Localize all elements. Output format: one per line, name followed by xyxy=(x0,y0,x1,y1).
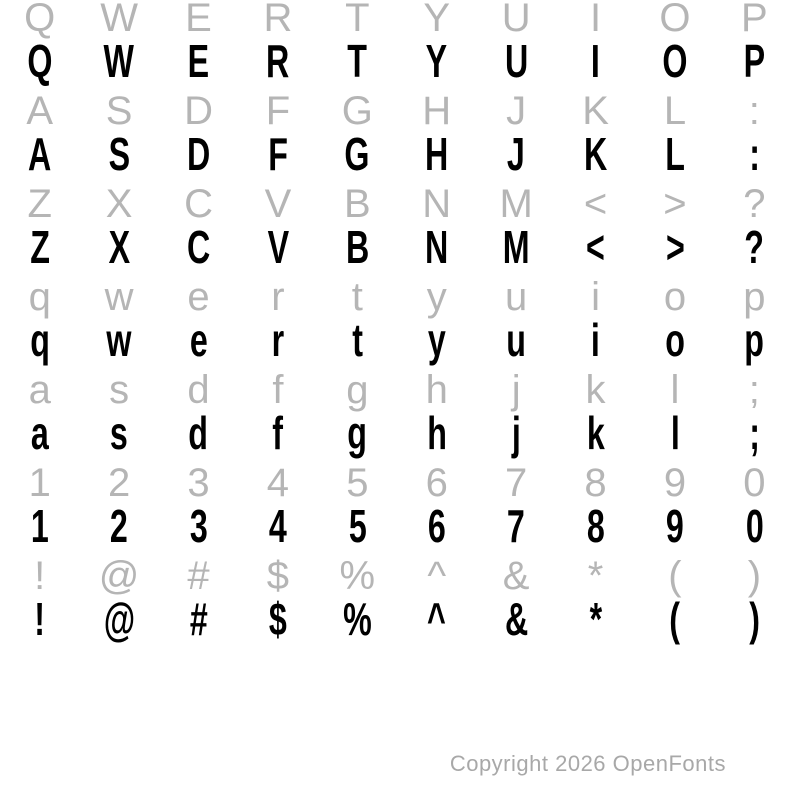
glyph-char: N xyxy=(425,221,449,273)
glyph-cell xyxy=(238,501,317,551)
glyph-char: V xyxy=(267,221,289,273)
glyph-cell xyxy=(318,315,397,365)
glyph-char: o xyxy=(665,314,685,366)
glyph-char: d xyxy=(187,368,210,412)
glyph-cell xyxy=(556,222,635,272)
glyph-char: S xyxy=(105,89,133,133)
glyph-char: $ xyxy=(266,554,290,598)
glyph-char: B xyxy=(343,182,371,226)
glyph-cell xyxy=(715,594,794,644)
glyph-char: P xyxy=(743,35,766,87)
glyph-cell xyxy=(318,594,397,644)
glyph-cell xyxy=(238,222,317,272)
glyph-cell xyxy=(159,222,238,272)
glyph-char: 3 xyxy=(189,500,208,552)
glyph-char: 5 xyxy=(348,500,367,552)
glyph-cell xyxy=(159,315,238,365)
glyph-char: i xyxy=(591,314,601,366)
glyph-char: ) xyxy=(747,554,762,598)
glyph-char: u xyxy=(505,275,528,319)
glyph-cell xyxy=(318,129,397,179)
glyph-cell xyxy=(318,408,397,458)
glyph-char: ! xyxy=(34,554,46,598)
glyph-char: 4 xyxy=(268,500,287,552)
glyph-cell xyxy=(238,408,317,458)
glyph-char: @ xyxy=(98,554,140,598)
glyph-cell xyxy=(0,222,79,272)
glyph-cell xyxy=(238,36,317,86)
glyph-cell xyxy=(79,36,158,86)
glyph-char: u xyxy=(506,314,526,366)
glyph-cell xyxy=(715,315,794,365)
glyph-cell xyxy=(635,594,714,644)
glyph-char: < xyxy=(586,221,605,273)
glyph-cell xyxy=(476,408,555,458)
glyph-char: B xyxy=(345,221,369,273)
glyph-cell xyxy=(238,594,317,644)
glyph-char: a xyxy=(30,407,49,459)
glyph-char: g xyxy=(346,368,369,412)
glyph-cell xyxy=(159,501,238,551)
glyph-char: l xyxy=(670,407,680,459)
glyph-char: M xyxy=(502,221,530,273)
glyph-char: L xyxy=(665,128,685,180)
glyph-cell xyxy=(159,408,238,458)
glyph-cell xyxy=(79,594,158,644)
glyph-cell xyxy=(476,501,555,551)
glyph-char: i xyxy=(591,275,600,319)
glyph-cell xyxy=(159,36,238,86)
glyph-char: 9 xyxy=(663,461,687,505)
glyph-char: q xyxy=(28,275,51,319)
glyph-char: y xyxy=(426,275,447,319)
glyph-char: t xyxy=(351,314,363,366)
glyph-cell xyxy=(238,315,317,365)
glyph-cell xyxy=(635,36,714,86)
glyph-char: 9 xyxy=(665,500,684,552)
glyph-cell xyxy=(0,594,79,644)
glyph-char: # xyxy=(187,554,210,598)
glyph-char: G xyxy=(341,89,373,133)
glyph-char: W xyxy=(103,35,135,87)
glyph-char: % xyxy=(339,554,376,598)
glyph-char: f xyxy=(272,407,284,459)
glyph-row-specimen-uppercase-bottom-row xyxy=(0,222,794,272)
glyph-cell xyxy=(0,129,79,179)
glyph-char: E xyxy=(187,35,210,87)
glyph-cell xyxy=(556,501,635,551)
glyph-char: % xyxy=(343,593,372,645)
glyph-char: U xyxy=(501,0,531,40)
glyph-char: ^ xyxy=(427,593,447,645)
glyph-char: I xyxy=(589,0,602,40)
glyph-char: * xyxy=(589,593,602,645)
glyph-char: O xyxy=(662,35,688,87)
glyph-char: ) xyxy=(748,593,760,645)
glyph-char: > xyxy=(663,182,687,226)
glyph-char: X xyxy=(108,221,130,273)
glyph-char: h xyxy=(425,368,448,412)
glyph-char: $ xyxy=(268,593,287,645)
glyph-cell xyxy=(715,129,794,179)
glyph-char: 8 xyxy=(584,461,607,505)
glyph-char: o xyxy=(663,275,687,319)
glyph-cell xyxy=(556,594,635,644)
glyph-cell xyxy=(715,501,794,551)
glyph-char: h xyxy=(426,407,447,459)
glyph-char: T xyxy=(347,35,368,87)
glyph-char: @ xyxy=(103,593,135,645)
glyph-cell xyxy=(0,36,79,86)
glyph-cell xyxy=(79,501,158,551)
glyph-char: ; xyxy=(748,407,760,459)
glyph-char: p xyxy=(744,314,765,366)
glyph-cell xyxy=(476,315,555,365)
glyph-cell xyxy=(159,594,238,644)
glyph-cell xyxy=(397,315,476,365)
glyph-char: K xyxy=(582,89,609,133)
glyph-char: a xyxy=(28,368,51,412)
glyph-char: y xyxy=(427,314,446,366)
glyph-char: 3 xyxy=(187,461,210,505)
glyph-char: 6 xyxy=(425,461,448,505)
glyph-char: J xyxy=(507,128,526,180)
glyph-char: I xyxy=(591,35,601,87)
glyph-char: w xyxy=(104,275,134,319)
glyph-char: 8 xyxy=(586,500,605,552)
glyph-char: A xyxy=(26,89,54,133)
glyph-char: > xyxy=(665,221,685,273)
glyph-row-specimen-uppercase-top-row xyxy=(0,36,794,86)
glyph-cell xyxy=(238,129,317,179)
glyph-char: k xyxy=(585,368,606,412)
glyph-char: 7 xyxy=(507,500,526,552)
glyph-cell xyxy=(635,408,714,458)
glyph-char: 2 xyxy=(110,500,129,552)
glyph-char: s xyxy=(110,407,129,459)
glyph-char: * xyxy=(587,554,604,598)
glyph-char: H xyxy=(422,89,452,133)
glyph-cell xyxy=(476,36,555,86)
glyph-cell xyxy=(476,594,555,644)
glyph-char: T xyxy=(345,0,370,40)
glyph-char: ! xyxy=(34,593,46,645)
glyph-cell xyxy=(79,222,158,272)
glyph-char: F xyxy=(268,128,288,180)
glyph-cell xyxy=(318,222,397,272)
glyph-char: R xyxy=(266,35,290,87)
glyph-char: C xyxy=(186,221,211,273)
glyph-char: < xyxy=(583,182,608,226)
glyph-char: R xyxy=(263,0,293,40)
glyph-char: s xyxy=(109,368,130,412)
glyph-cell xyxy=(476,129,555,179)
glyph-char: ( xyxy=(668,554,682,598)
glyph-cell xyxy=(397,222,476,272)
glyph-char: 0 xyxy=(743,461,766,505)
glyph-row-specimen-symbols-row xyxy=(0,594,794,644)
glyph-char: E xyxy=(185,0,212,40)
glyph-char: C xyxy=(184,182,213,226)
glyph-char: w xyxy=(106,314,132,366)
glyph-char: f xyxy=(272,368,284,412)
glyph-char: U xyxy=(504,35,528,87)
glyph-cell xyxy=(79,315,158,365)
glyph-char: W xyxy=(100,0,138,40)
glyph-cell xyxy=(715,36,794,86)
glyph-cell xyxy=(79,408,158,458)
glyph-cell xyxy=(715,222,794,272)
glyph-char: l xyxy=(670,368,680,412)
glyph-cell xyxy=(397,594,476,644)
glyph-cell xyxy=(397,501,476,551)
glyph-char: # xyxy=(189,593,208,645)
glyph-cell xyxy=(397,129,476,179)
glyph-cell xyxy=(635,315,714,365)
glyph-cell xyxy=(318,36,397,86)
glyph-char: Y xyxy=(425,35,448,87)
glyph-char: Y xyxy=(423,0,451,40)
glyph-char: & xyxy=(502,554,530,598)
glyph-char: J xyxy=(506,89,527,133)
glyph-char: D xyxy=(184,89,213,133)
glyph-char: j xyxy=(511,407,521,459)
glyph-char: g xyxy=(347,407,368,459)
glyph-char: S xyxy=(108,128,130,180)
glyph-char: 2 xyxy=(107,461,131,505)
glyph-char: 4 xyxy=(266,461,290,505)
copyright-text: Copyright 2026 OpenFonts xyxy=(449,751,726,776)
glyph-cell xyxy=(397,36,476,86)
glyph-char: 6 xyxy=(427,500,446,552)
glyph-char: r xyxy=(271,314,285,366)
glyph-char: 7 xyxy=(505,461,528,505)
glyph-char: O xyxy=(659,0,691,40)
glyph-row-specimen-uppercase-home-row xyxy=(0,129,794,179)
glyph-char: 0 xyxy=(745,500,764,552)
glyph-char: : xyxy=(748,89,760,133)
glyph-char: A xyxy=(28,128,52,180)
glyph-cell xyxy=(0,408,79,458)
glyph-cell xyxy=(635,501,714,551)
glyph-char: D xyxy=(186,128,211,180)
glyph-char: Q xyxy=(24,0,56,40)
glyph-char: G xyxy=(344,128,370,180)
glyph-cell xyxy=(79,129,158,179)
glyph-char: p xyxy=(743,275,766,319)
glyph-char: 1 xyxy=(30,500,49,552)
glyph-char: ( xyxy=(669,593,681,645)
glyph-char: e xyxy=(187,275,210,319)
glyph-cell xyxy=(556,36,635,86)
glyph-char: P xyxy=(741,0,768,40)
glyph-cell xyxy=(318,501,397,551)
glyph-cell xyxy=(715,408,794,458)
glyph-cell xyxy=(556,408,635,458)
glyph-cell xyxy=(556,315,635,365)
glyph-cell xyxy=(635,129,714,179)
glyph-char: ? xyxy=(743,182,766,226)
glyph-row-specimen-lowercase-home-row xyxy=(0,408,794,458)
glyph-char: 5 xyxy=(346,461,369,505)
glyph-char: & xyxy=(504,593,528,645)
glyph-char: F xyxy=(265,89,291,133)
glyph-char: t xyxy=(351,275,363,319)
glyph-char: X xyxy=(105,182,133,226)
glyph-char: j xyxy=(511,368,521,412)
glyph-char: M xyxy=(499,182,533,226)
glyph-cell xyxy=(397,408,476,458)
glyph-cell xyxy=(476,222,555,272)
glyph-row-specimen-digits-row xyxy=(0,501,794,551)
glyph-char: Z xyxy=(29,221,50,273)
glyph-cell xyxy=(556,129,635,179)
glyph-row-specimen-lowercase-top-row xyxy=(0,315,794,365)
glyph-char: 1 xyxy=(28,461,51,505)
glyph-char: d xyxy=(188,407,209,459)
glyph-cell xyxy=(0,501,79,551)
glyph-cell xyxy=(635,222,714,272)
glyph-char: k xyxy=(586,407,605,459)
glyph-char: : xyxy=(748,128,760,180)
glyph-char: V xyxy=(264,182,292,226)
glyph-cell xyxy=(0,315,79,365)
glyph-char: ? xyxy=(744,221,765,273)
glyph-char: e xyxy=(189,314,208,366)
glyph-char: ; xyxy=(748,368,760,412)
glyph-cell xyxy=(159,129,238,179)
glyph-char: Q xyxy=(27,35,53,87)
glyph-char: Z xyxy=(27,182,52,226)
glyph-char: N xyxy=(422,182,452,226)
glyph-char: q xyxy=(29,314,50,366)
glyph-char: H xyxy=(425,128,449,180)
glyph-char: K xyxy=(583,128,608,180)
glyph-char: ^ xyxy=(427,554,447,598)
glyph-char: r xyxy=(271,275,285,319)
glyph-char: L xyxy=(663,89,687,133)
